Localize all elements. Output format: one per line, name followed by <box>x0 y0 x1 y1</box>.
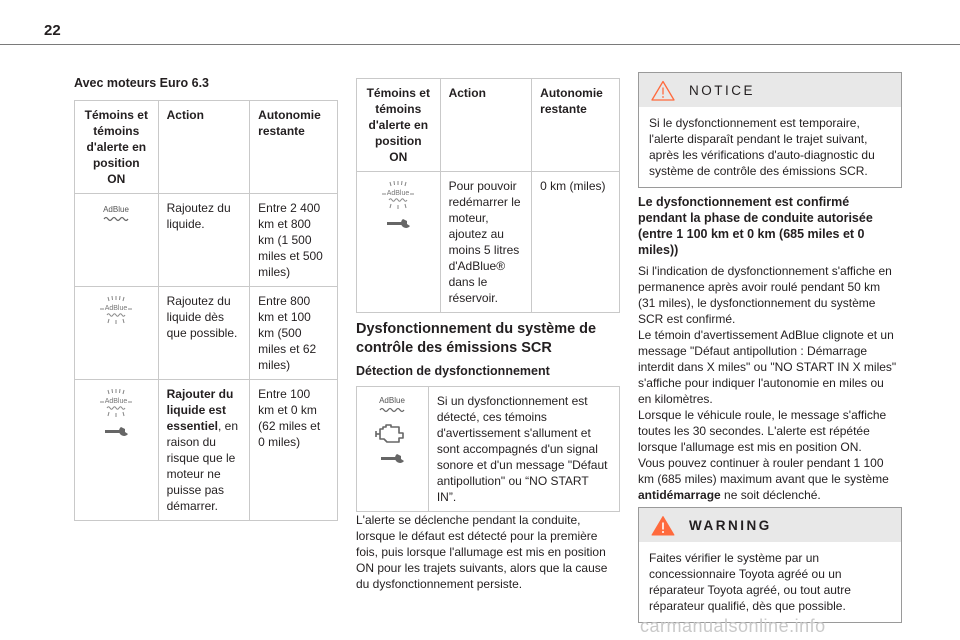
svg-text:AdBlue: AdBlue <box>103 205 130 214</box>
confirmed-paragraph-1: Si l'indication de dysfonctionnement s'affiche en permanence après avoir roulé pendant 50 km (31 miles), le dysfonctionnement du système SCR est confirmé. <box>638 264 892 326</box>
notice-box <box>638 72 902 188</box>
svg-text:AdBlue: AdBlue <box>386 190 410 197</box>
table-row <box>357 387 620 512</box>
middle-warning-table <box>356 78 620 313</box>
header-indicators: Témoins et témoins d'alerte en position ON <box>75 101 159 194</box>
confirmed-paragraph-4-end: ne soit déclenché. <box>720 488 821 502</box>
row-icon-cell <box>357 172 441 313</box>
confirmed-text <box>638 263 900 503</box>
warning-triangle-icon <box>651 515 675 536</box>
row-action: Rajoutez du liquide. <box>158 194 250 287</box>
euro-engines-heading: Avec moteurs Euro 6.3 <box>74 76 210 90</box>
table-row <box>75 194 338 287</box>
svg-text:AdBlue: AdBlue <box>379 396 406 405</box>
header-action: Action <box>158 101 250 194</box>
warning-box <box>638 507 902 623</box>
table-row <box>75 287 338 380</box>
adblue-blinking-icon <box>94 295 138 325</box>
scr-malfunction-heading: Dysfonctionnement du système de contrôle des émissions SCR <box>356 321 597 356</box>
row-remaining: 0 km (miles) <box>532 172 620 313</box>
confirmed-paragraph-3: Lorsque le véhicule roule, le message s'affiche toutes les 30 secondes. L'alerte est répétée lorsque l'allumage est mis en position ON. <box>638 408 887 454</box>
row-remaining: Entre 100 km et 0 km (62 miles et 0 miles) <box>250 380 338 521</box>
svg-text:AdBlue: AdBlue <box>105 398 128 405</box>
confirmed-paragraph-4 <box>638 455 900 503</box>
row-action: Pour pouvoir redémarrer le moteur, ajoutez au moins 5 litres d'AdBlue® dans le réservoir. <box>440 172 532 313</box>
header-remaining: Autonomie restante <box>532 79 620 172</box>
warning-title: WARNING <box>689 518 772 533</box>
confirmed-paragraph-4-start: Vous pouvez continuer à rouler pendant 1 100 km (685 miles) maximum avant que le système <box>638 456 889 486</box>
detection-heading: Détection de dysfonctionnement <box>356 364 550 378</box>
header-divider <box>0 44 960 45</box>
detection-icons-cell <box>357 387 429 512</box>
table-header-row <box>357 79 620 172</box>
immobilizer-term: antidémarrage <box>638 488 721 502</box>
engine-icon <box>375 421 409 445</box>
table-row <box>75 380 338 521</box>
row-icon-cell <box>75 287 159 380</box>
notice-header <box>639 73 901 107</box>
row-action: Rajoutez du liquide dès que possible. <box>158 287 250 380</box>
wrench-icon <box>101 424 131 438</box>
warning-text: Faites vérifier le système par un concessionnaire Toyota agréé ou un réparateur Toyota agréé, ou tout autre réparateur qualifié, dès que possible. <box>649 551 851 613</box>
adblue-blinking-icon <box>94 388 138 418</box>
adblue-icon <box>372 393 412 415</box>
row-action-bold: Rajouter du liquide est essentiel <box>166 387 234 433</box>
watermark: carmanualsonline.info <box>640 616 826 636</box>
row-icon-cell <box>75 194 159 287</box>
wrench-icon <box>383 216 413 230</box>
table-row <box>357 172 620 313</box>
notice-triangle-icon <box>651 80 675 101</box>
row-action <box>158 380 250 521</box>
header-indicators: Témoins et témoins d'alerte en position ON <box>357 79 441 172</box>
confirmed-paragraph-2: Le témoin d'avertissement AdBlue clignote et un message "Défaut antipollution : Démarrage interdit dans X miles" ou "NO START IN X miles" s'affiche pour indiquer l'autonomie en miles ou en kilomètres. <box>638 328 897 406</box>
notice-title: NOTICE <box>689 83 756 98</box>
left-warning-table <box>74 100 338 521</box>
header-remaining: Autonomie restante <box>250 101 338 194</box>
header-action: Action <box>440 79 532 172</box>
adblue-icon <box>96 202 136 226</box>
detection-table <box>356 386 620 512</box>
row-icon-cell <box>75 380 159 521</box>
svg-text:AdBlue: AdBlue <box>105 305 128 312</box>
row-action-rest: , en raison du risque que le moteur ne puisse pas démarrer. <box>166 419 238 513</box>
row-remaining: Entre 800 km et 100 km (500 miles et 62 miles) <box>250 287 338 380</box>
confirmed-heading: Le dysfonctionnement est confirmé pendant la phase de conduite autorisée (entre 1 100 km et 0 km (685 miles et 0 miles)) <box>638 195 873 257</box>
adblue-blinking-icon <box>376 180 420 210</box>
row-remaining: Entre 2 400 km et 800 km (1 500 miles et 500 miles) <box>250 194 338 287</box>
alert-trigger-text: L'alerte se déclenche pendant la conduite, lorsque le défaut est détecté pour la première fois, puis lorsque l'allumage est mis en position ON pour les trajets suivants, alors que la cause du dysfonctionnement persiste. <box>356 513 608 591</box>
table-header-row <box>75 101 338 194</box>
notice-text: Si le dysfonctionnement est temporaire, l'alerte disparaît pendant le trajet suivant, après les vérifications d'auto-diagnostic du système de contrôle des émissions SCR. <box>649 116 875 178</box>
detection-text: Si un dysfonctionnement est détecté, ces témoins d'avertissement s'allument et sont accompagnés d'un signal sonore et d'un message "Défaut antipollution" ou “NO START IN”. <box>428 387 619 512</box>
page-number: 22 <box>44 22 61 39</box>
wrench-icon <box>377 451 407 465</box>
warning-header <box>639 508 901 542</box>
